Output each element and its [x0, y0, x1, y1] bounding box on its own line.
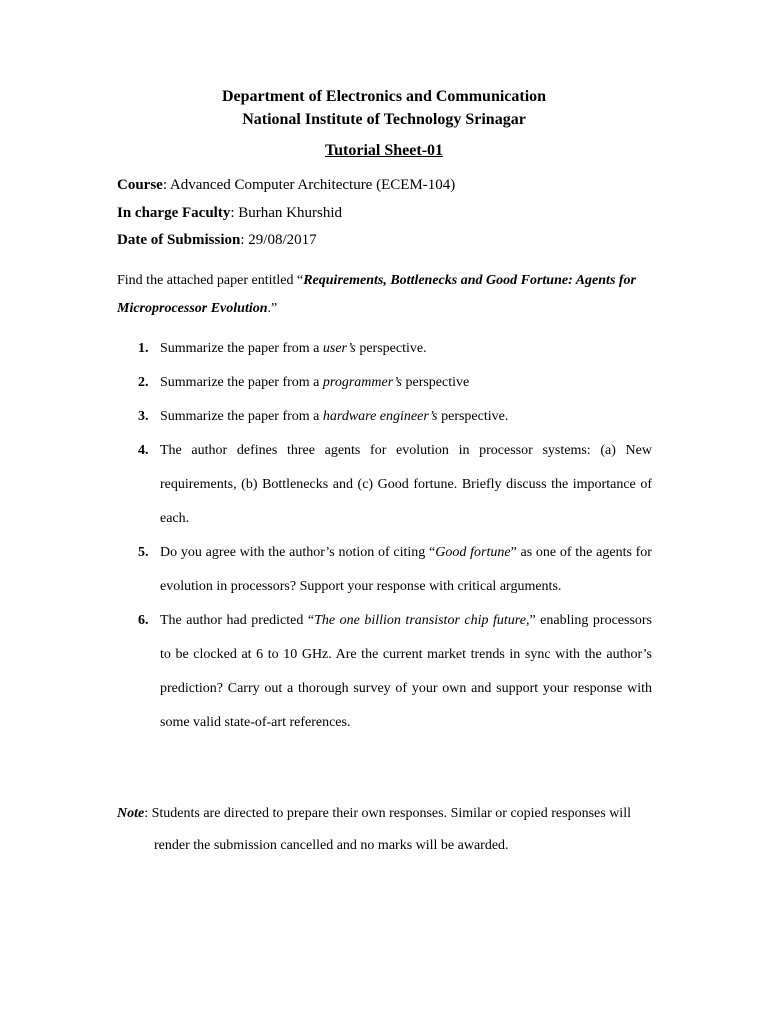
- question-text-end: ” as one of the agents for evolution in processors? Support your response with critical arguments.: [160, 545, 652, 594]
- question-item: [117, 400, 652, 434]
- question-text-end: perspective.: [355, 341, 427, 356]
- note-label: Note: [117, 806, 145, 821]
- question-emphasis: user’s: [322, 341, 356, 356]
- question-number: 2.: [138, 375, 149, 390]
- faculty-line: [117, 205, 342, 222]
- question-number: 4.: [138, 443, 149, 458]
- question-number: 5.: [138, 545, 149, 560]
- intro-suffix: .”: [267, 301, 278, 316]
- note-paragraph: [117, 798, 652, 862]
- course-line: [117, 177, 455, 194]
- intro-paragraph: [117, 267, 657, 323]
- department-heading: Department of Electronics and Communication: [221, 88, 547, 105]
- note-line-2: render the submission cancelled and no marks will be awarded.: [154, 838, 509, 853]
- date-label: Date of Submission: [117, 232, 241, 248]
- question-text: Do you agree with the author’s notion of citing “: [160, 545, 436, 560]
- question-text: Summarize the paper from a: [160, 409, 323, 424]
- date-value: : 29/08/2017: [240, 232, 317, 248]
- paper-title: Requirements, Bottlenecks and Good Fortune: Agents for Microprocessor Evolution: [117, 273, 637, 316]
- question-emphasis: programmer’s: [322, 375, 402, 390]
- note-line-1: : Students are directed to prepare their own responses. Similar or copied responses will: [144, 806, 631, 821]
- question-emphasis: Good fortune: [435, 545, 511, 560]
- date-line: [117, 232, 317, 249]
- question-item: [117, 536, 652, 604]
- question-item: [117, 434, 652, 536]
- question-item: [117, 366, 652, 400]
- faculty-label: In charge Faculty: [117, 205, 231, 221]
- question-item: [117, 332, 652, 366]
- question-item: [117, 604, 652, 740]
- intro-prefix: Find the attached paper entitled “: [117, 273, 304, 288]
- question-text-end: ,” enabling processors to be clocked at 6 to 10 GHz. Are the current market trends in sync with the author’s prediction? Carry out a thorough survey of your own and support your response with some valid state-of-art references.: [160, 613, 652, 730]
- question-text: Summarize the paper from a: [160, 375, 323, 390]
- question-number: 1.: [138, 341, 149, 356]
- question-text: The author had predicted “: [160, 613, 315, 628]
- question-list: [117, 332, 652, 740]
- question-number: 6.: [138, 613, 149, 628]
- question-text: Summarize the paper from a: [160, 341, 323, 356]
- question-text: The author defines three agents for evolution in processor systems: (a) New requirements, (b) Bottlenecks and (c) Good fortune. Briefly discuss the importance of each.: [160, 443, 652, 526]
- question-emphasis: hardware engineer’s: [322, 409, 438, 424]
- faculty-value: : Burhan Khurshid: [230, 205, 342, 221]
- course-label: Course: [117, 177, 163, 193]
- institute-heading: National Institute of Technology Srinagar: [242, 111, 526, 128]
- question-number: 3.: [138, 409, 149, 424]
- question-text-end: perspective.: [437, 409, 509, 424]
- question-text-end: perspective: [401, 375, 470, 390]
- course-value: : Advanced Computer Architecture (ECEM-104): [162, 177, 456, 193]
- sheet-title: Tutorial Sheet-01: [324, 142, 444, 159]
- question-emphasis: The one billion transistor chip future: [314, 613, 526, 628]
